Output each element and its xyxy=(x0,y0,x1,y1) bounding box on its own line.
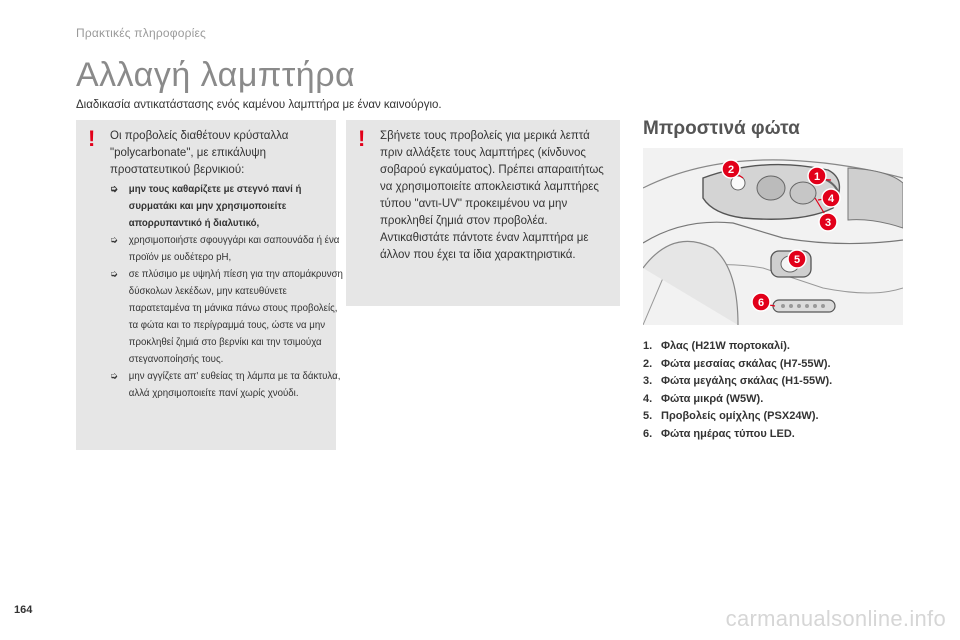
bullet-item: ➭ μην τους καθαρίζετε με στεγνό πανί ή συρματάκι και μην χρησιμοποιείτε απορρυπαντικό ή διαλυτικό, xyxy=(110,181,344,232)
legend-item: 6. Φώτα ημέρας τύπου LED. xyxy=(643,427,795,440)
legend-item: 2. Φώτα μεσαίας σκάλας (H7-55W). xyxy=(643,357,831,370)
callout-5 xyxy=(788,250,806,268)
watermark: carmanualsonline.info xyxy=(725,606,946,631)
svg-text:5: 5 xyxy=(793,254,801,266)
callout-2 xyxy=(722,160,740,178)
arrow-bullet-icon: ➭ xyxy=(110,184,118,195)
page-title: Αλλαγή λαμπτήρα xyxy=(76,56,356,94)
svg-text:6: 6 xyxy=(757,297,765,309)
bullet-item: ➭ σε πλύσιμο με υψηλή πίεση για την απομάκρυνση δύσκολων λεκέδων, μην κατευθύνετε παρατεταμένα τη μάνικα πάνω στους προβολείς, τα φώτα και το περίγραμμά τους, ώστε να μην προκληθεί ζημιά στο βερνίκι και την τσιμούχα στεγανοποίησής τους. xyxy=(110,266,344,368)
arrow-bullet-icon: ➭ xyxy=(110,235,118,246)
exclamation-icon: ! xyxy=(358,126,366,151)
front-lights-title: Μπροστινά φώτα xyxy=(643,118,800,139)
warning-text: Σβήνετε τους προβολείς για μερικά λεπτά πριν αλλάξετε τους λαμπτήρες (κίνδυνος σοβαρού εγκαύματος). Πρέπει απαραιτήτως να χρησιμοποιείτε αποκλειστικά λαμπτήρες τύπου "αντι-UV" προκειμένου να μην προκληθεί ζημιά στον προβολέα. Αντικαθιστάτε πάντοτε έναν λαμπτήρα με άλλον που έχει τα ίδια χαρακτηριστικά. xyxy=(380,130,604,261)
svg-text:2: 2 xyxy=(727,164,735,176)
callout-4 xyxy=(822,189,840,207)
callout-1 xyxy=(808,167,826,185)
warning-box-burn xyxy=(346,120,620,306)
svg-text:4: 4 xyxy=(827,193,835,205)
legend-item: 1. Φλας (H21W πορτοκαλί). xyxy=(643,340,790,352)
legend-item: 4. Φώτα μικρά (W5W). xyxy=(643,392,764,405)
bullet-item: ➭ χρησιμοποιήστε σφουγγάρι και σαπουνάδα ή ένα προϊόν με ουδέτερο pH, xyxy=(110,232,344,266)
legend-item: 5. Προβολείς ομίχλης (PSX24W). xyxy=(643,410,819,422)
bullet-item: ➭ μην αγγίζετε απ' ευθείας τη λάμπα με τα δάκτυλα, αλλά χρησιμοποιείτε πανί χωρίς χνούδι. xyxy=(110,368,344,402)
page-subtitle: Διαδικασία αντικατάστασης ενός καμένου λαμπτήρα με έναν καινούργιο. xyxy=(76,99,442,111)
headlight-drawing xyxy=(643,148,903,325)
exclamation-icon: ! xyxy=(88,126,96,151)
bulb-legend xyxy=(643,338,832,443)
section-header: Πρακτικές πληροφορίες xyxy=(76,26,207,40)
callout-6 xyxy=(752,293,770,311)
legend-item: 3. Φώτα μεγάλης σκάλας (H1-55W). xyxy=(643,375,833,387)
arrow-bullet-icon: ➭ xyxy=(110,371,118,382)
svg-text:3: 3 xyxy=(824,217,832,229)
warning-bullets xyxy=(110,181,343,402)
callout-3 xyxy=(819,213,837,231)
warning-intro: Οι προβολείς διαθέτουν κρύσταλλα "polycarbonate", με επικάλυψη προστατευτικού βερνικιού: xyxy=(110,130,289,176)
arrow-bullet-icon: ➭ xyxy=(110,269,118,280)
warning-box-varnish xyxy=(76,120,343,450)
headlight-illustration xyxy=(643,148,903,325)
page-number: 164 xyxy=(14,604,33,616)
svg-text:1: 1 xyxy=(813,171,821,183)
